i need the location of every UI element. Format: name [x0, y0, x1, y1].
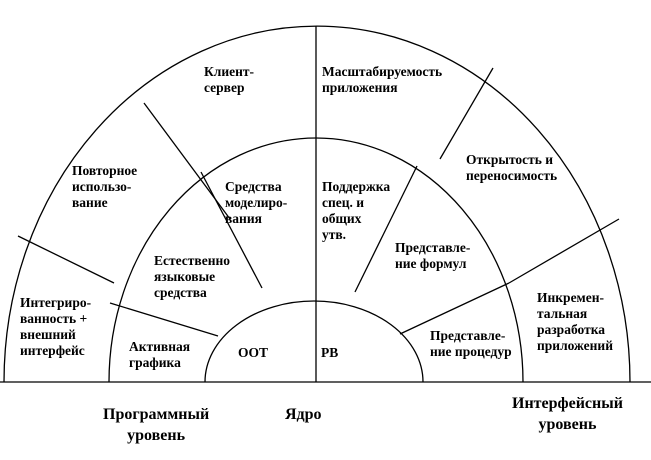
sector-client-server: Клиент- сервер: [204, 64, 255, 95]
level-core: Ядро: [285, 406, 322, 423]
sector-incremental: Инкремен- тальная разработка приложений: [537, 290, 613, 353]
sector-integration: Интегриро- ванность + внешний интерфейс: [20, 295, 92, 358]
sector-reuse: Повторное использо- вание: [72, 163, 138, 210]
divider-natural-graphics: [110, 303, 218, 336]
sector-spec-support: Поддержка спец. и общих утв.: [322, 179, 391, 242]
sector-procedure-repr: Представле- ние процедур: [430, 328, 512, 359]
sector-natural-lang: Естественно языковые средства: [154, 253, 230, 300]
sector-openness: Открытость и переносимость: [466, 152, 558, 183]
level-program: Программный уровень: [103, 406, 210, 444]
sector-active-graphics: Активная графика: [129, 339, 191, 370]
sector-rv: РВ: [321, 345, 339, 360]
sector-scalability: Масштабируемость приложения: [322, 64, 443, 95]
divider-integration-reuse: [18, 236, 114, 283]
sector-modeling-tools: Средства моделиро- вания: [225, 179, 288, 226]
level-interface: Интерфейсный уровень: [512, 395, 623, 433]
divider-scalability-openness: [440, 68, 493, 159]
divider-openness-incremental: [509, 219, 619, 283]
divider-formula-procedure: [400, 283, 509, 334]
sector-oot: ООТ: [238, 345, 269, 360]
sector-formula-repr: Представле- ние формул: [395, 240, 471, 271]
inner-arc: [205, 301, 423, 382]
